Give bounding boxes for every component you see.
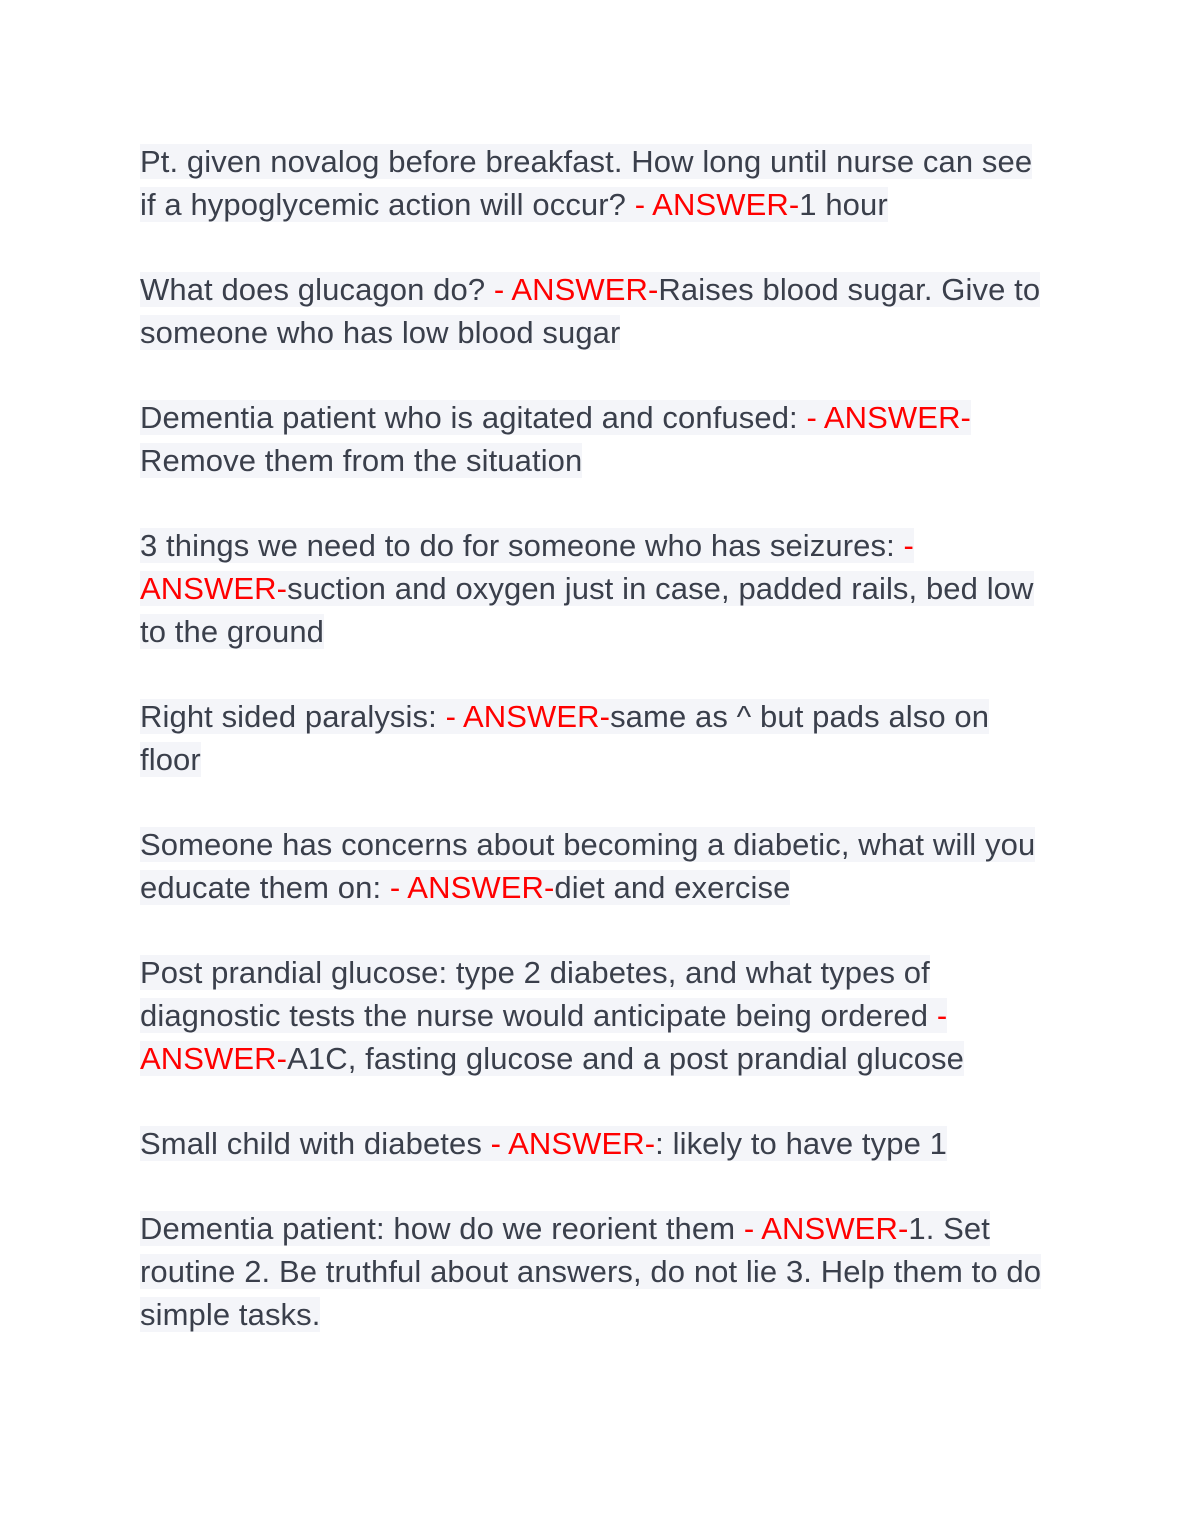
qa-item bbox=[140, 524, 1055, 653]
question-text: Pt. given novalog before breakfast. How long until nurse can see if a hypoglycemic action will occur? bbox=[140, 144, 1033, 222]
answer-text: suction and oxygen just in case, padded rails, bed low to the ground bbox=[140, 571, 1034, 649]
answer-tag: - ANSWER- bbox=[743, 1211, 909, 1246]
question-text: What does glucagon do? bbox=[140, 272, 494, 307]
answer-tag: - ANSWER- bbox=[634, 187, 800, 222]
answer-tag: - ANSWER- bbox=[140, 528, 914, 606]
question-text: Someone has concerns about becoming a diabetic, what will you educate them on: bbox=[140, 827, 1036, 905]
qa-item bbox=[140, 1207, 1055, 1336]
qa-item bbox=[140, 1122, 1055, 1165]
question-text: Small child with diabetes bbox=[140, 1126, 491, 1161]
question-text: Dementia patient: how do we reorient them bbox=[140, 1211, 744, 1246]
answer-text: A1C, fasting glucose and a post prandial glucose bbox=[287, 1041, 964, 1076]
answer-text: Remove them from the situation bbox=[140, 443, 583, 478]
answer-text: : likely to have type 1 bbox=[655, 1126, 947, 1161]
answer-text: diet and exercise bbox=[554, 870, 791, 905]
answer-text: 1. Set routine 2. Be truthful about answers, do not lie 3. Help them to do simple tasks. bbox=[140, 1211, 1042, 1332]
question-text: Dementia patient who is agitated and confused: bbox=[140, 400, 807, 435]
qa-list bbox=[140, 140, 1055, 1378]
answer-tag: - ANSWER- bbox=[493, 272, 659, 307]
question-text: Right sided paralysis: bbox=[140, 699, 446, 734]
qa-item bbox=[140, 268, 1055, 354]
answer-text: Raises blood sugar. Give to someone who has low blood sugar bbox=[140, 272, 1041, 350]
question-text: Post prandial glucose: type 2 diabetes, and what types of diagnostic tests the nurse would anticipate being ordered bbox=[140, 955, 937, 1033]
qa-item bbox=[140, 951, 1055, 1080]
qa-item bbox=[140, 140, 1055, 226]
answer-tag: - ANSWER- bbox=[445, 699, 611, 734]
answer-text: same as ^ but pads also on floor bbox=[140, 699, 990, 777]
question-text: 3 things we need to do for someone who has seizures: bbox=[140, 528, 904, 563]
answer-tag: - ANSWER- bbox=[490, 1126, 656, 1161]
answer-tag: - ANSWER- bbox=[389, 870, 555, 905]
qa-item bbox=[140, 396, 1055, 482]
answer-tag: - ANSWER- bbox=[806, 400, 971, 435]
answer-text: 1 hour bbox=[799, 187, 888, 222]
answer-tag: - ANSWER- bbox=[140, 998, 948, 1076]
qa-item bbox=[140, 823, 1055, 909]
qa-item bbox=[140, 695, 1055, 781]
